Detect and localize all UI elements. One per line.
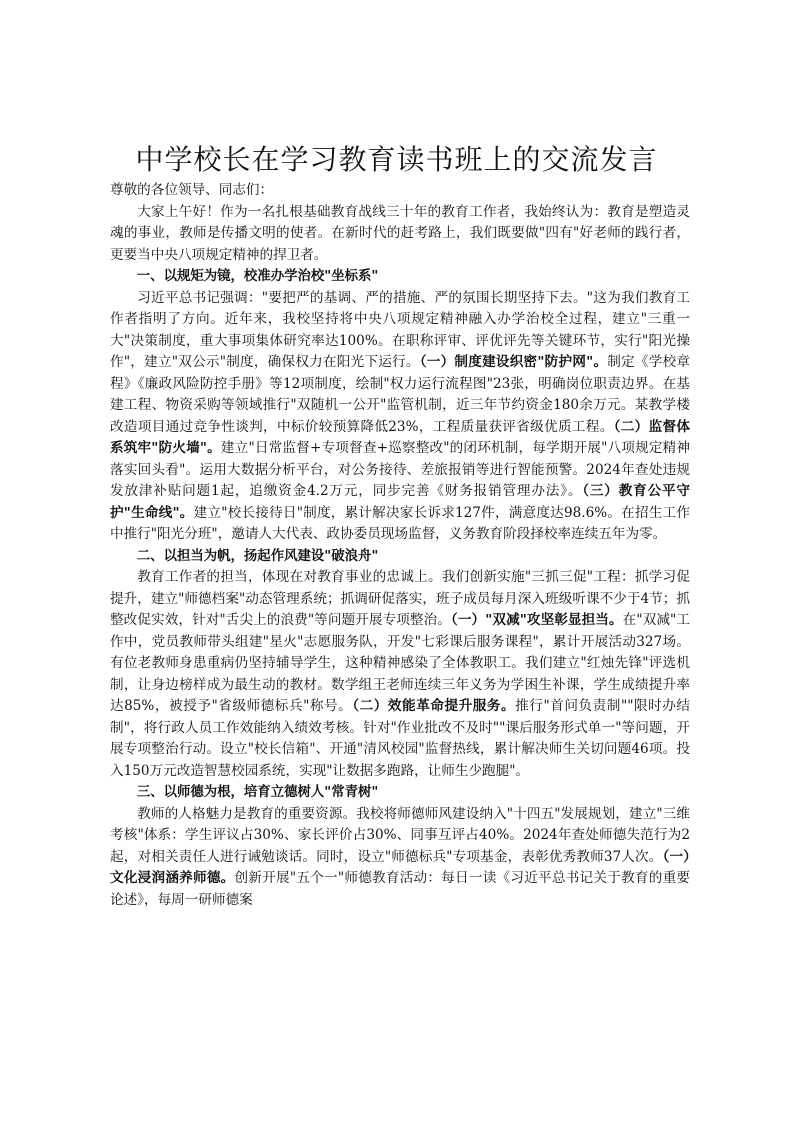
section-1-subheading-1: （一）制度建设织密"防护网"。 — [419, 354, 608, 370]
section-1-text-d: 建立"校长接待日"制度，累计解决家长诉求127件，满意度达98.6%。在招生工作中推行"阳光分班"，邀请人大代表、政协委员现场监督，义务教育阶段择校率连续五年为零。 — [110, 504, 690, 542]
section-1-paragraph — [110, 288, 690, 546]
section-2-text-b: 在"双减"工作中，党员教师带头组建"星火"志愿服务队，开发"七彩课后服务课程"，累计开展活动327场。有位老教师身患重病仍坚持辅导学生，这种精神感染了全体教职工。我们建立"红烛先锋"评选机制，让身边榜样成为最生动的教材。数学组王老师连续三年义务为学困生补课，学生成绩提升率达85%，被授予"省级师德标兵"称号。 — [110, 612, 690, 714]
document-title: 中学校长在学习教育读书班上的交流发言 — [135, 143, 658, 176]
section-1-subheading-3: （三）教育公平守护"生命线"。 — [110, 483, 691, 521]
document-body — [110, 180, 690, 911]
section-2-text-c: 推行"首问负责制""限时办结制"，将行政人员工作效能纳入绩效考核。针对"作业批改不及时""课后服务形式单一"等问题，开展专项整治行动。设立"校长信箱"、开通"清风校园"监督热线，累计解决师生关切问题46项。投入150万元改造智慧校园系统，实现"让数据多跑路，让师生少跑腿"。 — [110, 698, 690, 779]
salutation: 尊敬的各位领导、同志们： — [110, 182, 274, 198]
section-2-heading: 二、以担当为帆，扬起作风建设"破浪舟" — [136, 548, 379, 564]
section-1-subheading-2: （二）监督体系筑牢"防火墙"。 — [110, 418, 690, 456]
intro-paragraph: 大家上午好！作为一名扎根基础教育战线三十年的教育工作者，我始终认为：教育是塑造灵魂的事业，教师是传播文明的使者。在新时代的赶考路上，我们既要做"四有"好老师的践行者，更要当中央八项规定精神的捍卫者。 — [110, 203, 690, 263]
section-3-paragraph — [110, 804, 690, 912]
section-1-text-c: 建立"日常监督+专项督查+巡察整改"的闭环机制，每学期开展"八项规定精神落实回头看"。运用大数据分析平台，对公务接待、差旅报销等进行智能预警。2024年查处违规发放津补贴问题1起，追缴资金4.2万元，同步完善《财务报销管理办法》。 — [110, 440, 690, 499]
section-3-text-a: 教师的人格魅力是教育的重要资源。我校将师德师风建设纳入"十四五"发展规划，建立"三维考核"体系：学生评议占30%、家长评价占30%、同事互评占40%。2024年查处师德失范行为2起，对相关责任人进行诫勉谈话。同时，设立"师德标兵"专项基金，表彰优秀教师37人次。 — [110, 805, 690, 865]
section-3-heading: 三、以师德为根，培育立德树人"常青树" — [136, 785, 379, 800]
section-1-heading: 一、以规矩为镜，校准办学治校"坐标系" — [136, 269, 379, 284]
section-2-text-a: 教育工作者的担当，体现在对教育事业的忠诚上。我们创新实施"三抓三促"工程：抓学习促提升，建立"师德档案"动态管理系统；抓调研促落实，班子成员每月深入班级听课不少于4节；抓整改促实效，针对"舌尖上的浪费"等问题开展专项整治。 — [110, 569, 690, 628]
section-1-text-b: 制定《学校章程》《廉政风险防控手册》等12项制度，绘制"权力运行流程图"23张，明确岗位职责边界。在基建工程、物资采购等领域推行"双随机一公开"监管机制，近三年节约资金180余万元。某教学楼改造项目通过竞争性谈判，中标价较预算降低23%，工程质量获评省级优质工程。 — [110, 354, 690, 435]
section-3-text-b: 创新开展"五个一"师德教育活动：每日一读《习近平总书记关于教育的重要论述》，每周一研师德案 — [110, 870, 691, 908]
section-2-subheading-2: （二）效能革命提升服务。 — [352, 698, 516, 714]
section-3-subheading-1: （一）文化浸润涵养师德。 — [110, 848, 690, 886]
section-2-subheading-1: （一）"双减"攻坚彰显担当。 — [450, 612, 623, 628]
section-1-text-a: 习近平总书记强调："要把严的基调、严的措施、严的氛围长期坚持下去。"这为我们教育工作者指明了方向。近年来，我校坚持将中央八项规定精神融入办学治校全过程，建立"三重一大"决策制度，重大事项集体研究率达100%。在职称评审、评优评先等关键环节，实行"阳光操作"，建立"双公示"制度，确保权力在阳光下运行。 — [110, 289, 690, 370]
section-2-paragraph — [110, 567, 690, 782]
